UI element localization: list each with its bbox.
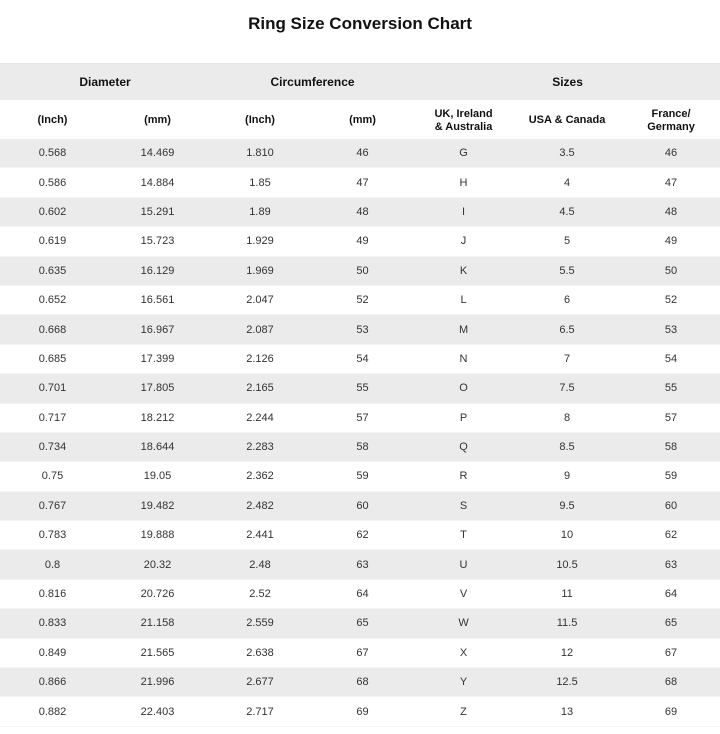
table-cell: 59: [622, 462, 720, 491]
table-cell: 46: [310, 139, 415, 168]
table-cell: 46: [622, 139, 720, 168]
page-title: Ring Size Conversion Chart: [248, 14, 472, 33]
table-cell: 0.652: [0, 285, 105, 314]
table-cell: 54: [310, 344, 415, 373]
table-cell: 0.701: [0, 374, 105, 403]
table-cell: 0.717: [0, 403, 105, 432]
table-cell: P: [415, 403, 512, 432]
table-cell: 21.565: [105, 638, 210, 667]
table-cell: 7.5: [512, 374, 622, 403]
table-row: [0, 697, 720, 726]
table-cell: 57: [622, 403, 720, 432]
table-cell: 18.212: [105, 403, 210, 432]
table-cell: 8.5: [512, 432, 622, 461]
table-cell: 11: [512, 579, 622, 608]
table-cell: 11.5: [512, 609, 622, 638]
table-cell: 19.482: [105, 491, 210, 520]
table-cell: 59: [310, 462, 415, 491]
table-cell: 0.816: [0, 579, 105, 608]
table-cell: 0.882: [0, 697, 105, 726]
table-cell: 2.087: [210, 315, 310, 344]
table-cell: 0.568: [0, 139, 105, 168]
table-row: [0, 668, 720, 697]
table-cell: 14.469: [105, 139, 210, 168]
table-cell: 0.635: [0, 256, 105, 285]
table-cell: 60: [310, 491, 415, 520]
table-cell: 16.967: [105, 315, 210, 344]
table-cell: 17.399: [105, 344, 210, 373]
table-cell: 2.047: [210, 285, 310, 314]
table-cell: 3.5: [512, 139, 622, 168]
table-cell: 0.833: [0, 609, 105, 638]
table-cell: 1.89: [210, 197, 310, 226]
table-cell: 60: [622, 491, 720, 520]
table-row: [0, 344, 720, 373]
table-cell: 65: [622, 609, 720, 638]
table-cell: 69: [622, 697, 720, 726]
table-cell: 5.5: [512, 256, 622, 285]
table-cell: 2.244: [210, 403, 310, 432]
table-cell: 53: [622, 315, 720, 344]
table-cell: U: [415, 550, 512, 579]
table-cell: K: [415, 256, 512, 285]
table-cell: 2.677: [210, 668, 310, 697]
table-cell: 0.734: [0, 432, 105, 461]
table-cell: 52: [310, 285, 415, 314]
table-cell: 12: [512, 638, 622, 667]
table-cell: 48: [310, 197, 415, 226]
column-header: (mm): [310, 101, 415, 139]
table-cell: 2.362: [210, 462, 310, 491]
column-group-header: Circumference: [210, 64, 415, 102]
table-cell: 16.561: [105, 285, 210, 314]
table-cell: 62: [310, 521, 415, 550]
table-cell: N: [415, 344, 512, 373]
table-cell: V: [415, 579, 512, 608]
table-cell: 67: [310, 638, 415, 667]
table-cell: 50: [622, 256, 720, 285]
table-cell: 1.810: [210, 139, 310, 168]
table-cell: I: [415, 197, 512, 226]
table-cell: 2.283: [210, 432, 310, 461]
table-cell: 0.668: [0, 315, 105, 344]
table-cell: 22.403: [105, 697, 210, 726]
table-cell: 6.5: [512, 315, 622, 344]
table-cell: 0.685: [0, 344, 105, 373]
table-row: [0, 227, 720, 256]
column-group-row: [0, 64, 720, 102]
table-cell: 2.48: [210, 550, 310, 579]
table-cell: 4.5: [512, 197, 622, 226]
table-cell: 5: [512, 227, 622, 256]
table-cell: 1.969: [210, 256, 310, 285]
table-cell: 6: [512, 285, 622, 314]
table-cell: 10.5: [512, 550, 622, 579]
table-cell: 58: [622, 432, 720, 461]
table-row: [0, 462, 720, 491]
table-cell: 54: [622, 344, 720, 373]
table-cell: 2.165: [210, 374, 310, 403]
table-cell: 62: [622, 521, 720, 550]
table-cell: 0.75: [0, 462, 105, 491]
table-cell: 67: [622, 638, 720, 667]
table-cell: 20.32: [105, 550, 210, 579]
table-cell: 15.723: [105, 227, 210, 256]
table-row: [0, 374, 720, 403]
table-row: [0, 432, 720, 461]
table-cell: S: [415, 491, 512, 520]
table-cell: 0.8: [0, 550, 105, 579]
table-cell: 20.726: [105, 579, 210, 608]
table-cell: 15.291: [105, 197, 210, 226]
table-cell: 68: [310, 668, 415, 697]
table-cell: 19.05: [105, 462, 210, 491]
table-cell: 12.5: [512, 668, 622, 697]
table-row: [0, 521, 720, 550]
table-row: [0, 168, 720, 197]
table-cell: 2.52: [210, 579, 310, 608]
column-header: UK, Ireland & Australia: [415, 101, 512, 139]
table-cell: 16.129: [105, 256, 210, 285]
table-cell: 63: [622, 550, 720, 579]
table-row: [0, 609, 720, 638]
table-cell: 58: [310, 432, 415, 461]
table-cell: 0.849: [0, 638, 105, 667]
table-cell: Y: [415, 668, 512, 697]
table-cell: 0.767: [0, 491, 105, 520]
table-cell: 19.888: [105, 521, 210, 550]
table-row: [0, 638, 720, 667]
column-header: (mm): [105, 101, 210, 139]
table-cell: 49: [622, 227, 720, 256]
table-cell: 14.884: [105, 168, 210, 197]
table-cell: 1.85: [210, 168, 310, 197]
table-cell: 50: [310, 256, 415, 285]
table-row: [0, 579, 720, 608]
table-row: [0, 315, 720, 344]
column-header: (Inch): [0, 101, 105, 139]
table-cell: 57: [310, 403, 415, 432]
table-cell: 69: [310, 697, 415, 726]
table-cell: 55: [310, 374, 415, 403]
column-group-header: Diameter: [0, 64, 210, 102]
table-cell: 13: [512, 697, 622, 726]
table-cell: 10: [512, 521, 622, 550]
table-cell: 2.717: [210, 697, 310, 726]
table-cell: R: [415, 462, 512, 491]
table-cell: 1.929: [210, 227, 310, 256]
table-cell: G: [415, 139, 512, 168]
table-cell: 47: [622, 168, 720, 197]
table-cell: T: [415, 521, 512, 550]
column-header-row: [0, 101, 720, 139]
table-row: [0, 139, 720, 168]
column-group-header: Sizes: [415, 64, 720, 102]
table-cell: Q: [415, 432, 512, 461]
table-cell: 53: [310, 315, 415, 344]
table-cell: 0.783: [0, 521, 105, 550]
column-header: France/ Germany: [622, 101, 720, 139]
table-cell: H: [415, 168, 512, 197]
table-cell: 68: [622, 668, 720, 697]
table-row: [0, 491, 720, 520]
table-cell: 17.805: [105, 374, 210, 403]
table-cell: 18.644: [105, 432, 210, 461]
table-cell: 48: [622, 197, 720, 226]
table-cell: 2.126: [210, 344, 310, 373]
column-header: USA & Canada: [512, 101, 622, 139]
table-cell: 65: [310, 609, 415, 638]
table-cell: 21.996: [105, 668, 210, 697]
table-cell: L: [415, 285, 512, 314]
table-row: [0, 285, 720, 314]
table-cell: 21.158: [105, 609, 210, 638]
table-cell: 2.638: [210, 638, 310, 667]
table-cell: 63: [310, 550, 415, 579]
table-header: [0, 64, 720, 140]
table-cell: 47: [310, 168, 415, 197]
table-row: [0, 256, 720, 285]
table-cell: 64: [622, 579, 720, 608]
table-cell: J: [415, 227, 512, 256]
table-cell: W: [415, 609, 512, 638]
table-cell: Z: [415, 697, 512, 726]
table-cell: 52: [622, 285, 720, 314]
column-header: (Inch): [210, 101, 310, 139]
table-cell: M: [415, 315, 512, 344]
table-cell: 55: [622, 374, 720, 403]
ring-size-conversion-table: [0, 63, 720, 727]
table-cell: 8: [512, 403, 622, 432]
table-cell: 2.559: [210, 609, 310, 638]
table-cell: 9: [512, 462, 622, 491]
table-cell: 0.866: [0, 668, 105, 697]
table-row: [0, 403, 720, 432]
table-row: [0, 197, 720, 226]
table-row: [0, 550, 720, 579]
table-cell: 64: [310, 579, 415, 608]
table-cell: 9.5: [512, 491, 622, 520]
table-body: [0, 139, 720, 726]
table-cell: 0.619: [0, 227, 105, 256]
table-cell: 4: [512, 168, 622, 197]
table-cell: 0.602: [0, 197, 105, 226]
table-cell: 2.441: [210, 521, 310, 550]
table-cell: 49: [310, 227, 415, 256]
table-cell: O: [415, 374, 512, 403]
table-cell: X: [415, 638, 512, 667]
table-cell: 2.482: [210, 491, 310, 520]
table-cell: 7: [512, 344, 622, 373]
table-cell: 0.586: [0, 168, 105, 197]
